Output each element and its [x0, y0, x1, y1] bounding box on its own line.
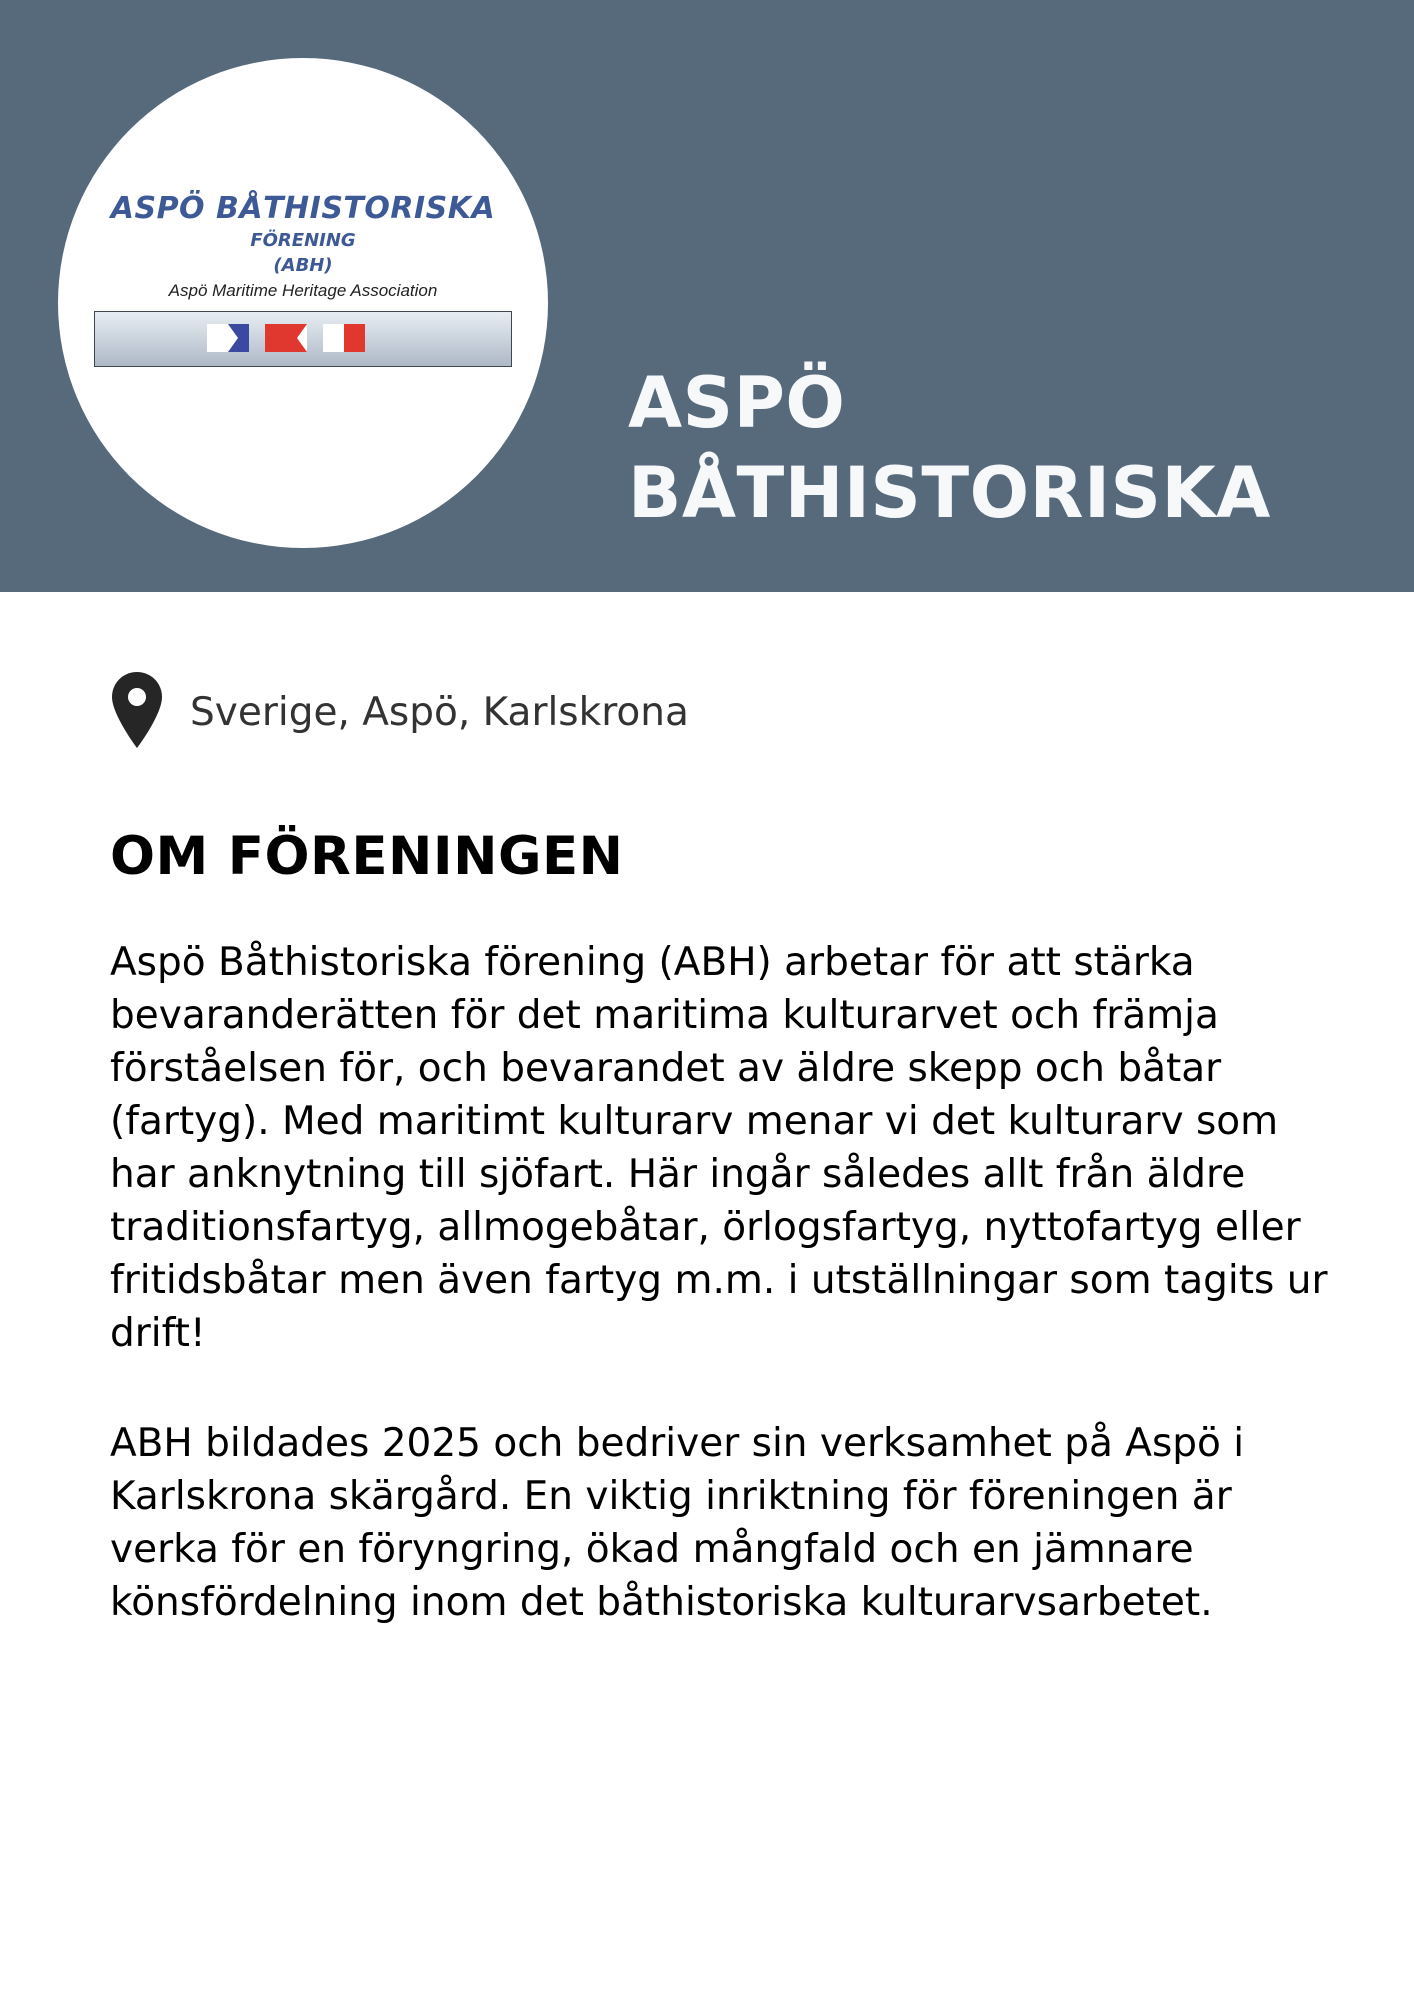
location-text: Sverige, Aspö, Karlskrona: [190, 690, 689, 735]
title-line-1: ASPÖ: [628, 362, 846, 444]
about-paragraph-2: ABH bildades 2025 och bedriver sin verksamhet på Aspö i Karlskrona skärgård. En viktig inriktning för föreningen är verka för en föryngring, ökad mångfald och en jämnare könsfördelning inom det båthistoriska kulturarvsarbetet.: [110, 1421, 1245, 1625]
about-paragraph-1: Aspö Båthistoriska förening (ABH) arbetar för att stärka bevaranderätten för det maritima kulturarvet och främja förståelsen för, och bevarandet av äldre skepp och båtar (fartyg). Med maritimt kulturarv menar vi det kulturarv som har anknytning till sjöfart. Här ingår således allt från äldre traditionsfartyg, allmogebåtar, örlogsfartyg, nyttofartyg eller fritidsbåtar men även fartyg m.m. i utställningar som tagits ur drift!: [110, 940, 1328, 1356]
logo-abbreviation: (ABH): [273, 255, 333, 276]
logo-subtitle: FÖRENING: [250, 230, 356, 251]
logo-flag-bar: [94, 311, 512, 367]
flag-h-icon: [323, 324, 365, 352]
section-heading: OM FÖRENINGEN: [110, 826, 624, 887]
location-row: [110, 670, 1310, 750]
logo-title: ASPÖ BÅTHISTORISKA: [110, 191, 496, 226]
flag-a-icon: [265, 324, 307, 352]
title-line-2: BÅTHISTORISKA: [628, 452, 1271, 534]
association-logo: [58, 58, 548, 548]
flag-k-icon: [207, 324, 249, 352]
logo-english-name: Aspö Maritime Heritage Association: [168, 281, 438, 300]
header-banner: [0, 0, 1414, 592]
map-pin-icon: [110, 670, 164, 750]
page-title: [628, 358, 1388, 538]
